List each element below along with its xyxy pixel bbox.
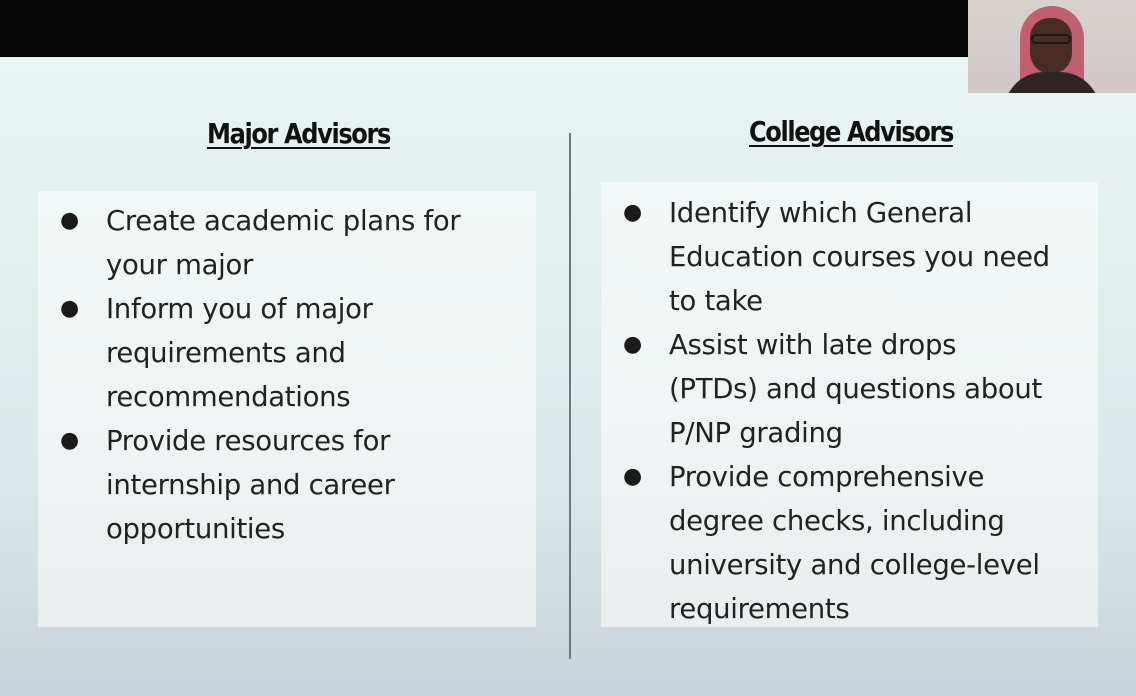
list-item-line: requirements xyxy=(669,593,850,625)
bullet-icon: ● xyxy=(623,200,642,225)
bullet-icon: ● xyxy=(60,208,79,233)
list-item xyxy=(60,419,526,551)
bullet-icon: ● xyxy=(60,296,79,321)
column-divider xyxy=(569,133,571,659)
list-item xyxy=(623,191,1089,323)
presenter-body-shape xyxy=(1004,72,1100,93)
college-advisors-list xyxy=(623,191,1089,631)
list-item-line: (PTDs) and questions about xyxy=(669,373,1042,405)
major-advisors-list xyxy=(60,199,526,551)
list-item-line: Identify which General xyxy=(669,197,973,229)
list-item xyxy=(623,455,1089,631)
list-item-line: opportunities xyxy=(106,513,285,545)
college-advisors-heading: College Advisors xyxy=(749,115,953,148)
list-item-line: Provide resources for xyxy=(106,425,391,457)
list-item-line: internship and career xyxy=(106,469,395,501)
list-item-line: requirements and xyxy=(106,337,346,369)
list-item xyxy=(623,323,1089,455)
list-item-line: recommendations xyxy=(106,381,351,413)
presenter-face-shape xyxy=(1030,18,1072,74)
list-item-line: Inform you of major xyxy=(106,293,373,325)
bullet-icon: ● xyxy=(60,428,79,453)
list-item xyxy=(60,199,526,287)
list-item-line: Education courses you need xyxy=(669,241,1050,273)
major-advisors-heading: Major Advisors xyxy=(207,117,390,150)
list-item-line: Create academic plans for xyxy=(106,205,461,237)
list-item-line: your major xyxy=(106,249,253,281)
bullet-icon: ● xyxy=(623,332,642,357)
list-item-line: Assist with late drops xyxy=(669,329,957,361)
list-item-line: to take xyxy=(669,285,763,317)
list-item xyxy=(60,287,526,419)
presenter-glasses-shape xyxy=(1031,34,1071,44)
list-item-line: degree checks, including xyxy=(669,505,1005,537)
list-item-line: university and college-level xyxy=(669,549,1040,581)
list-item-line: Provide comprehensive xyxy=(669,461,985,493)
presenter-webcam-thumbnail[interactable] xyxy=(968,0,1136,93)
video-top-bar xyxy=(0,0,1136,57)
list-item-line: P/NP grading xyxy=(669,417,843,449)
bullet-icon: ● xyxy=(623,464,642,489)
